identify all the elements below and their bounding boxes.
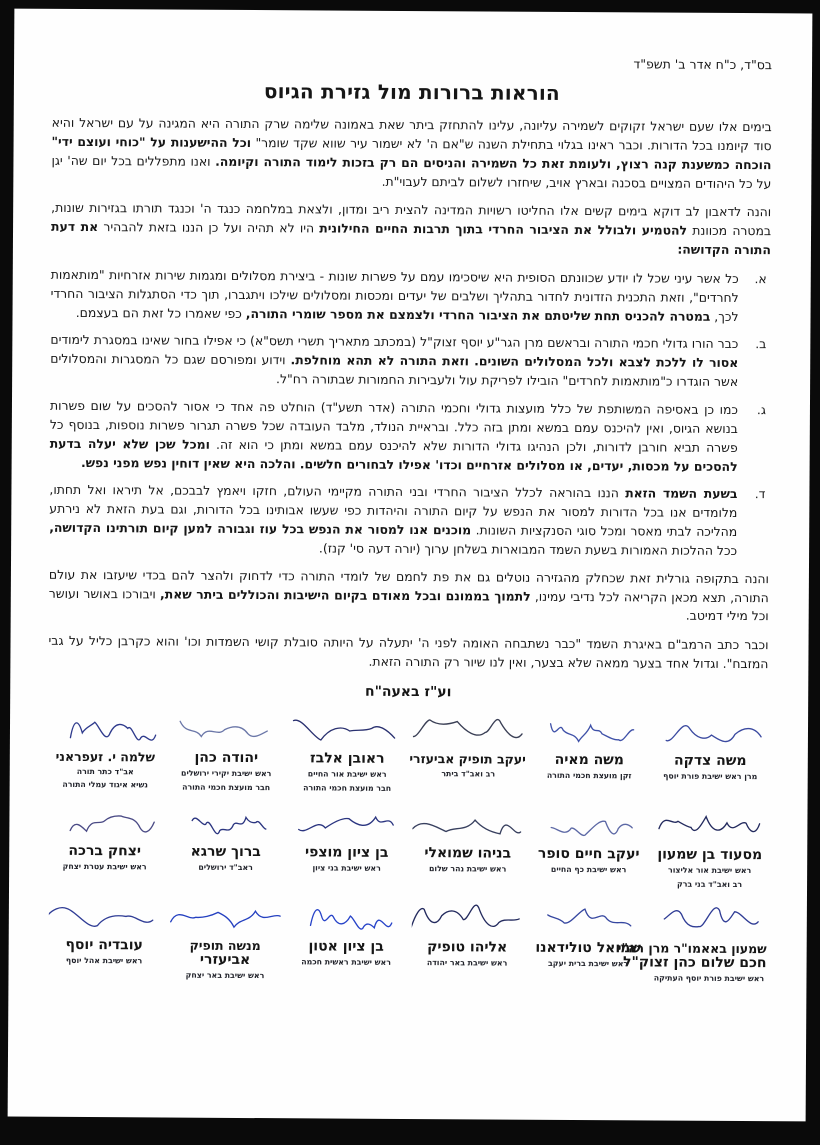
signature-scribble-icon <box>655 711 766 756</box>
signatory-title: זקן מועצת חכמי התורה <box>546 771 632 781</box>
signature-scribble-icon <box>50 802 161 847</box>
ruling-item-c <box>50 397 770 477</box>
rulings-list <box>49 266 771 561</box>
signature-scribble-icon <box>170 896 281 941</box>
item-text: כל אשר עיני שכל לו יודע שכוונתם הסופית היא שיסכימו עמם על פשרות שונות - ביצירת מסלולים ומגמות שירות אזרחיות "מותאמות לחרדים", וזאת התכנית הזדונית לחדור בתהליך ושלבים של יעדים ומכסות ומסלולים שילכו ויתגברו, תוך כדי הסתגלות הציבור החרדי לכך, במטרה להכניס תחת שליטתם את הציבור החרדי ולצמצם את מספר שומרי התורה, כפי שאמרו כל זאת הם בעצמם. <box>50 266 739 324</box>
signatory-name: שלמה י. זעפראני <box>55 748 156 765</box>
signature-scribble-icon <box>292 709 403 754</box>
signatory-name: ראובן אלבז <box>310 750 385 767</box>
signatory-name: מסעוד בן שמעון <box>657 846 763 864</box>
signatures-area <box>46 708 768 985</box>
signature-block <box>289 897 404 968</box>
signatory-title: ראש ישיבת אור אליצור <box>668 865 752 876</box>
signature-block <box>289 803 404 874</box>
signatory-name: משה צדקה <box>673 752 747 769</box>
signatory-title: ראש ישיבת בני ציון <box>312 863 381 874</box>
item-text: בשעת השמד הזאת הננו בהוראה לכלל הציבור החרדי ובני התורה מקיימי העולם, חזקו ויאמץ לבבכם, אל תיראו ואל תחתו, מלומדים אנו בכל הדורות למסור את הנפש על קיום התורה והיהדות כפי שעשו אבותינו בכל הדורות, וגם בעת הזאת לא נירתע מהליכה לבתי מאסר ומכל סוגי הסנקציות השונות. מוכנים אנו למסור את הנפש בכל עוז וגבורה למען קיום תורתינו הקדושה, ככל ההלכות האמורות בשעת השמד המבוארות בשלחן ערוך (יורה דעה סי' קנז). <box>49 482 738 558</box>
signatory-title: ראש ישיבת כף החיים <box>550 865 627 875</box>
signature-block <box>411 710 526 780</box>
signatory-name: אליהו טופיק <box>427 939 508 956</box>
signature-scribble-icon <box>50 708 161 753</box>
signature-scribble-icon <box>292 803 403 848</box>
signature-scribble-icon <box>412 898 523 943</box>
signature-block <box>169 708 285 793</box>
signatory-title: ראש ישיבת יקירי ירושלים <box>181 768 272 779</box>
signature-block <box>652 805 768 890</box>
signatory-title: נשיא איגוד עמלי התורה <box>62 779 148 790</box>
signature-block <box>531 899 646 970</box>
ruling-item-b <box>50 331 770 392</box>
signatory-name: יצחק ברכה <box>68 842 142 860</box>
signature-row <box>46 896 767 985</box>
signature-row <box>48 708 768 796</box>
signatory-name-line2: חכם שלום כהן זצוק"ל <box>622 953 767 971</box>
signature-scribble-icon <box>49 896 160 941</box>
signature-block <box>531 805 646 876</box>
date-line: בס"ד, כ"ח אדר ב' תשפ"ד <box>633 56 773 73</box>
item-letter: ב. <box>755 336 767 352</box>
signatory-title: ראב"ד ירושלים <box>198 863 253 873</box>
signature-scribble-icon <box>654 899 765 944</box>
signature-scribble-icon <box>534 805 645 850</box>
signature-block <box>167 896 283 981</box>
closing-line: וע"ז באעה"ח <box>364 683 452 701</box>
signatory-title: ראש ישיבת באר יצחק <box>185 970 265 981</box>
item-letter: ג. <box>756 402 767 418</box>
signature-block <box>617 899 767 984</box>
signatory-title: ראש ישיבת נהר שלום <box>428 864 507 874</box>
item-letter: א. <box>754 271 767 287</box>
signatory-name: עובדיה יוסף <box>65 936 143 954</box>
item-text: כבר הורו גדולי חכמי התורה ובראשם מרן הגר"ע יוסף זצוק"ל (במכתב מתאריך תשרי תשס"א) כי אפילו בחור שאינו במסגרת לימודים אסור לו ללכת לצבא ולכל המסלולים השונים. וזאת התורה לא תהא מוחלפת. וידוע ומפורסם שגם כל המסגרות והמסלולים אשר הוגדרו כ"מותאמות לחרדים" הובילו לפריקת עול ולעבירות החמורות שבתורה רח"ל. <box>50 332 739 390</box>
signature-scribble-icon <box>413 710 524 755</box>
signatory-title: ראש ישיבת ראשית חכמה <box>301 957 391 968</box>
signatory-name: משה מאיה <box>554 751 625 769</box>
signatory-title: ראש ישיבת אור החיים <box>307 769 387 780</box>
ruling-item-d <box>49 481 769 561</box>
signatory-title: ראש ישיבת באר יהודה <box>426 958 508 968</box>
signatory-name: מנשה תופיק <box>189 937 261 954</box>
signatory-title: ראש ישיבת עטרת יצחק <box>62 862 147 872</box>
signature-scribble-icon <box>534 711 645 756</box>
signature-block <box>410 898 525 969</box>
document-page <box>8 9 813 1122</box>
signatory-title: ראש ישיבת אהל יוסף <box>65 956 143 966</box>
signatory-name: ברוך שרגא <box>190 843 261 861</box>
signature-block <box>653 711 768 782</box>
signatory-title: חבר מועצת חכמי התורה <box>182 782 271 792</box>
signatory-title: ראש ישיבת פורת יוסף העתיקה <box>653 973 765 984</box>
signature-scribble-icon <box>171 708 282 753</box>
item-letter: ד. <box>754 486 766 502</box>
signature-scribble-icon <box>171 802 282 847</box>
signature-block <box>48 708 164 791</box>
signature-scribble-icon <box>655 805 766 850</box>
signatory-name: שמעון באאמו"ר מרן רה"י <box>617 940 767 957</box>
outro-paragraph-1: והנה בתקופה גורלית זאת שכחלק מהגזירה נוטלים גם את פת לחמם של לומדי התורה כדי לדחוק ולהצר להם בכדי שיעזבו את עולם התורה, תצא מכאן הקריאה לכל נדיבי עמינו, לתמוך בממונם ובכל מאודם בקיום הישיבות והכוללים ביתר שאת, ויבורכו באושר ועושר וכל מילי דמיטב. <box>48 566 769 624</box>
signatory-name: בניהו שמואלי <box>424 845 512 862</box>
intro-paragraph-2: והנה לדאבון לב דוקא בימים קשים אלו החליטו רשויות המדינה להצית ריב ומדון, ולצאת במלחמה כנגד ה' וכנגד תורתו בגזירות שונות, במטרה מכוונת להטמיע ולבולל את הציבור החרדי בתוך תרבות החיים החילונית היו לא תהיה ועל כן הננו בזאת להבהיר את דעת התורה הקדושה: <box>51 200 772 258</box>
ruling-item-a <box>50 266 770 327</box>
signatory-name: יהודה כהן <box>194 749 259 767</box>
signatory-title: מרן ראש ישיבת פורת יוסף <box>663 771 758 782</box>
outro-paragraph-2: וכבר כתב הרמב"ם באיגרת השמד "כבר נשתבחה האומה לפני ה' יתעלה על היותה סובלת קושי השמדות וכו' והוא כקרבן כליל על גבי המזבח". וגדול אחד בצער ממאה שלא בצער, ואין לנו שיור רק התורה הזאת. <box>48 633 769 672</box>
signature-scribble-icon <box>291 897 402 942</box>
signatory-title: רב ואב"ד ביתר <box>441 768 496 779</box>
item-text: כמו כן באסיפה המשותפת של כלל מועצות גדולי וחכמי התורה (אדר תשע"ד) הוחלט פה אחד כי אסור להסכים על שום פשרות בנושא הגיוס, ואין להיכנס עמם במשא ומתן בזה כלל. ובראיית הנולד, מלבד העובדה שכל פשרה תגרור פשרות נוספות, בנוסף כל פשרה תביא חורבן לדורות, ולכן הנהיגו גדולי הדורות שלא להיכנס עמם במשא ומתן כי הוא זה. ומכל שכן שלא יעלה בדעת להסכים על מכסות, יעדים, או מסלולים אזרחיים וכדו' אפילו לבחורים חלשים. והלכה היא שאין דוחין נפש מפני נפש. <box>49 397 739 474</box>
signature-block <box>410 804 525 875</box>
signatory-name: יעקב חיים סופר <box>537 845 640 863</box>
signatory-title: חבר מועצת חכמי התורה <box>303 782 392 793</box>
signature-block <box>47 802 162 873</box>
page-title: הוראות ברורות מול גזירת הגיוס <box>263 79 560 105</box>
signatory-name: בן ציון אטון <box>308 938 384 955</box>
signatory-name-line2: אביעזרי <box>199 951 251 968</box>
signatory-title: אב"ד כתר תורה <box>76 766 134 777</box>
signature-block <box>47 896 162 967</box>
signatory-name: שמואל טולידאנו <box>535 939 641 957</box>
signature-scribble-icon <box>533 899 644 944</box>
intro-paragraph-1: בימים אלו שעם ישראל זקוקים לשמירה עליונה, עלינו להתחזק ביתר שאת באמונה שלימה שרק התורה היא המגינה על עם ישראל והיא סוד קיומנו בכל הדורות. וכבר ראינו בגלוי בתחילת השנה ש"אם ה' לא ישמור עיר שווא שקד שומר" וכל ההישענות על "כוחי ועוצם ידי" הוכחה כמשענת קנה רצוץ, ולעומת זאת כל השמירה והניסים הם רק בזכות לימוד התורה וקיומה. ואנו מתפללים בכל יום שה' יגן על כל היהודים המצויים בסכנה ובארץ אויב, שיחזרו לשלום לביתם לעבוי"ת. <box>51 114 772 191</box>
signatory-name: יעקב תופיק אביעזרי <box>409 750 526 767</box>
signature-block <box>532 711 647 782</box>
signature-block <box>168 802 283 873</box>
signature-row <box>47 802 767 890</box>
signatory-name: בן ציון מוצפי <box>305 844 389 861</box>
signatory-title: ראש ישיבת ברית יעקב <box>547 959 629 969</box>
signatory-title: רב ואב"ד בני ברק <box>676 879 743 889</box>
signature-block <box>290 709 406 794</box>
signature-scribble-icon <box>413 804 524 849</box>
